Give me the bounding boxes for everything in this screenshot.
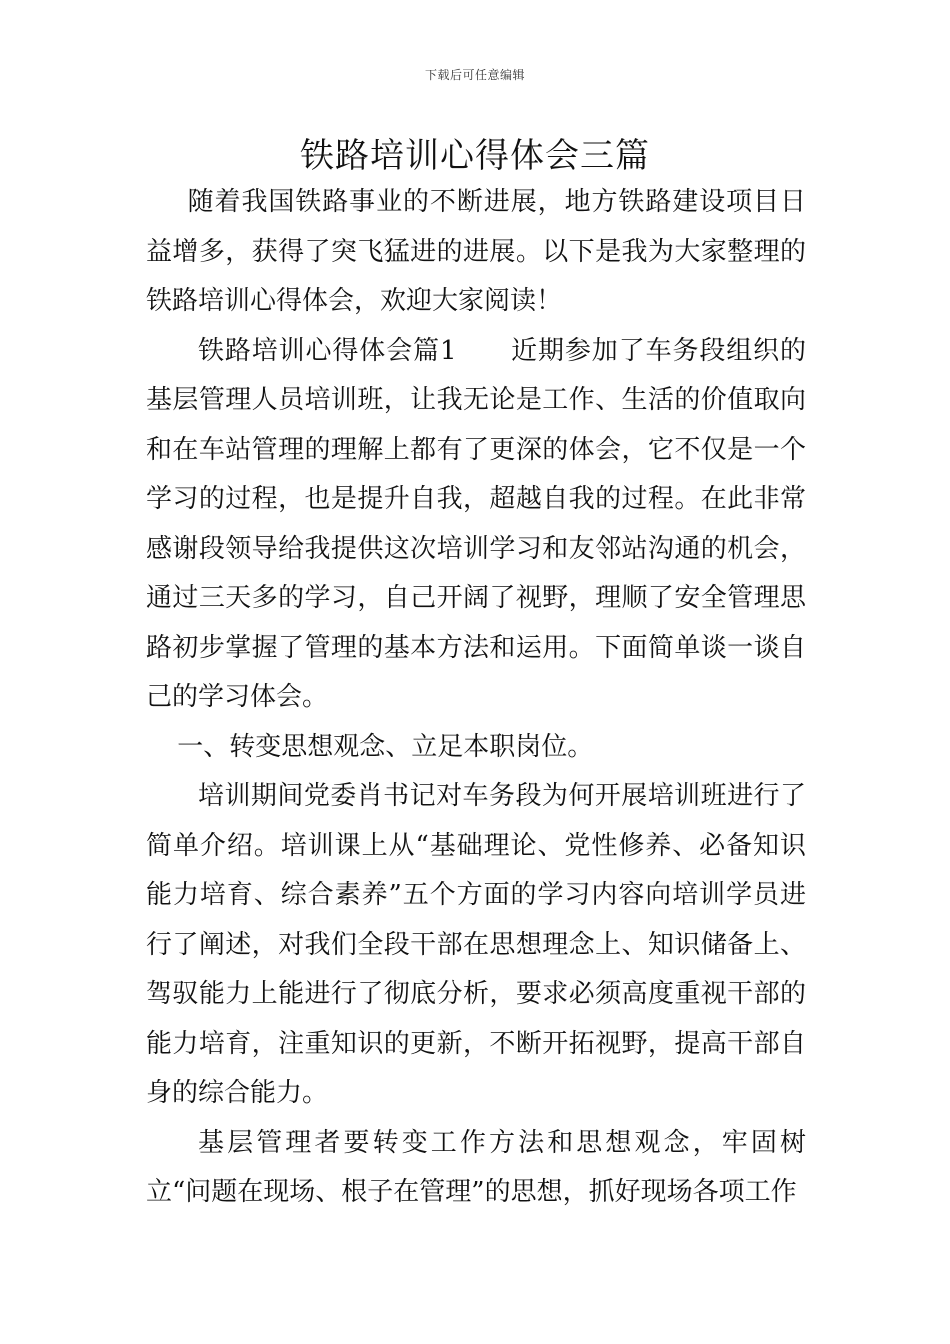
document-body (146, 178, 806, 1218)
body-paragraph-last: 基层管理者要转变工作方法和思想观念，牢固树立“问题在现场、根子在管理”的思想，抓好现场各项工作 (146, 1127, 806, 1207)
body-paragraph: 培训期间党委肖书记对车务段为何开展培训班进行了简单介绍。培训课上从“基础理论、党性修养、必备知识能力培育、综合素养”五个方面的学习内容向培训学员进行了阐述，对我们全段干部在思想理念上、知识储备上、驾驭能力上能进行了彻底分析，要求必须高度重视干部的能力培育，注重知识的更新，不断开拓视野，提高干部自身的综合能力。 (146, 781, 806, 1108)
document-title: 铁路培训心得体会三篇 (300, 136, 650, 176)
section-1-paragraph: 铁路培训心得体会篇1 近期参加了车务段组织的基层管理人员培训班，让我无论是工作、生活的价值取向和在车站管理的理解上都有了更深的体会，它不仅是一个学习的过程，也是提升自我，超越自我的过程。在此非常感谢段领导给我提供这次培训学习和友邻站沟通的机会，通过三天多的学习，自己开阔了视野，理顺了安全管理思路初步掌握了管理的基本方法和运用。下面简单谈一谈自己的学习体会。 (146, 335, 806, 712)
section-heading: 一、转变思想观念、立足本职岗位。 (177, 731, 594, 762)
intro-paragraph: 随着我国铁路事业的不断进展，地方铁路建设项目日益增多，获得了突飞猛进的进展。以下是我为大家整理的铁路培训心得体会，欢迎大家阅读！ (146, 187, 806, 316)
header-note: 下载后可任意编辑 (424, 68, 525, 82)
